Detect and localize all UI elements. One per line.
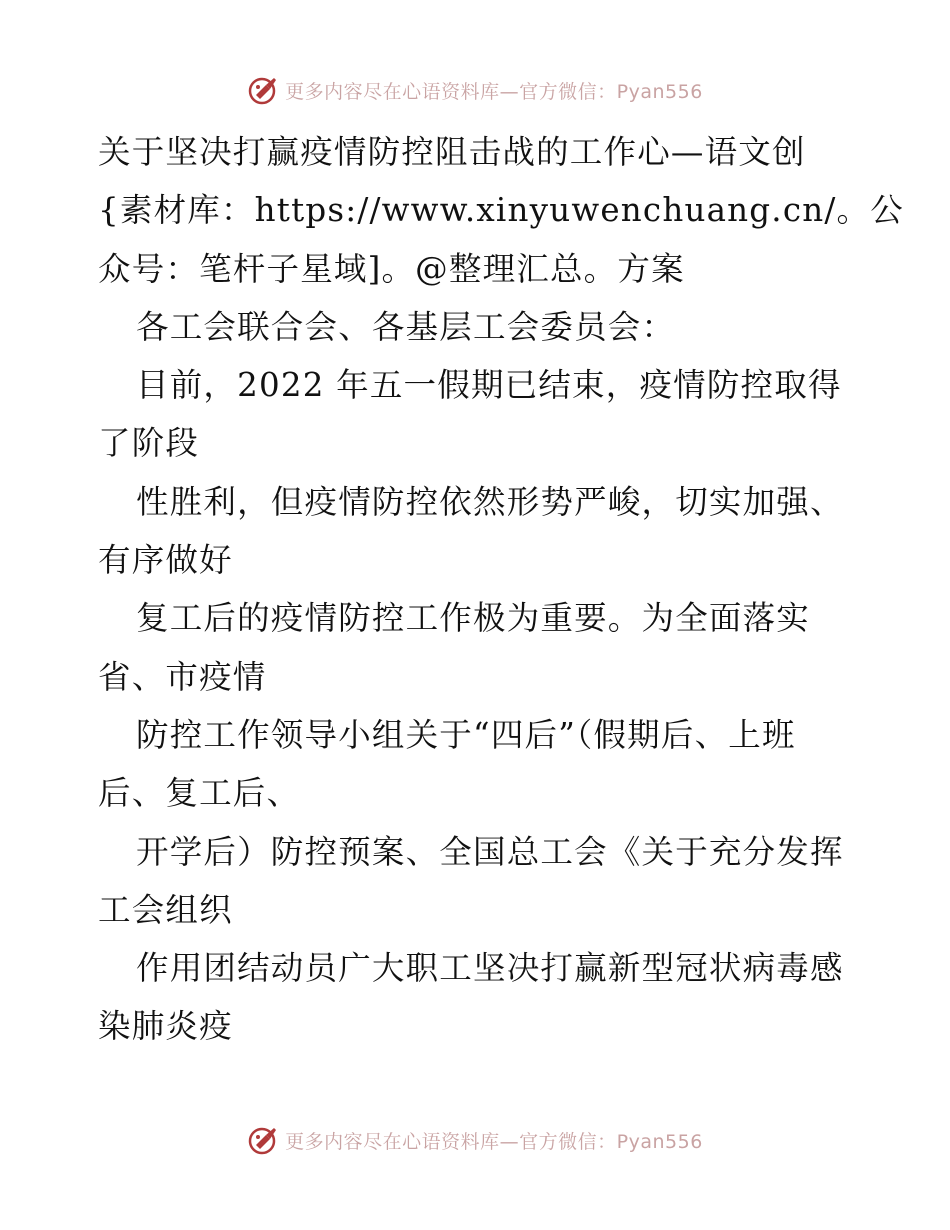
header-watermark-text: 更多内容尽在心语资料库—官方微信：Pyan556	[285, 80, 703, 103]
document-body	[98, 123, 904, 1056]
title-line-2: {素材库：https://www.xinyuwenchuang.cn/。公	[98, 191, 904, 230]
salutation-line: 各工会联合会、各基层工会委员会：	[136, 307, 676, 346]
paragraph-line: 性胜利，但疫情防控依然形势严峻，切实加强、	[136, 482, 844, 521]
paragraph-line: 后、复工后、	[98, 774, 301, 813]
brand-logo-icon	[247, 1123, 281, 1157]
brand-logo-icon	[247, 73, 281, 107]
paragraph-line: 工会组织	[98, 890, 233, 929]
paragraph-line: 了阶段	[98, 424, 200, 463]
paragraph-line: 目前，2022 年五一假期已结束，疫情防控取得	[136, 366, 842, 405]
footer-watermark-text: 更多内容尽在心语资料库—官方微信：Pyan556	[285, 1130, 703, 1153]
paragraph-line: 有序做好	[98, 541, 233, 580]
footer-watermark	[0, 1120, 950, 1160]
header-watermark	[0, 70, 950, 110]
title-line-1: 关于坚决打赢疫情防控阻击战的工作心—语文创	[98, 133, 806, 171]
paragraph-line: 省、市疫情	[98, 657, 267, 696]
paragraph-line: 复工后的疫情防控工作极为重要。为全面落实	[136, 599, 811, 638]
paragraph-line: 染肺炎疫	[98, 1007, 233, 1046]
title-line-3: 众号：笔杆子星域]。@整理汇总。方案	[98, 249, 685, 288]
paragraph-line: 作用团结动员广大职工坚决打赢新型冠状病毒感	[136, 949, 844, 988]
paragraph-line: 开学后）防控预案、全国总工会《关于充分发挥	[136, 832, 844, 871]
paragraph-line: 防控工作领导小组关于“四后”（假期后、上班	[136, 715, 796, 754]
